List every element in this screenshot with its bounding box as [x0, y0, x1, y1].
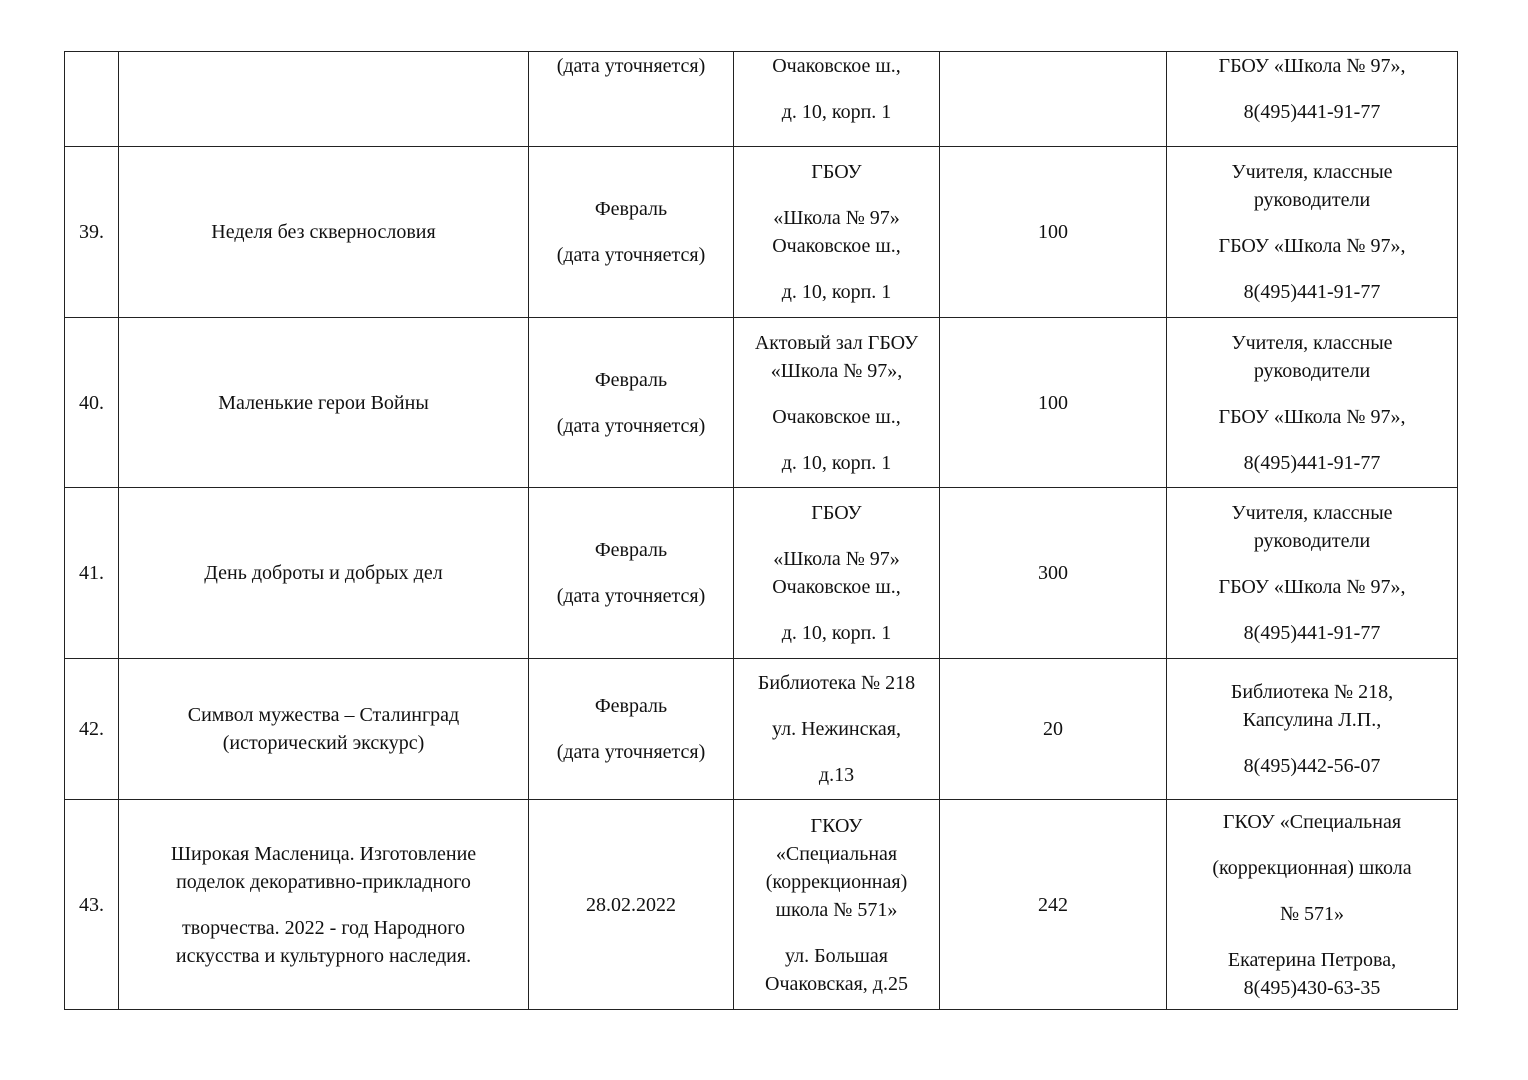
row-number-cell: 40.	[65, 318, 119, 488]
place-text: (коррекционная)	[765, 870, 908, 893]
responsible-cell	[1167, 147, 1458, 318]
place-text: Очаковская, д.25	[765, 972, 908, 995]
place-text: Очаковское ш.,	[772, 405, 901, 428]
count-cell: 300	[940, 488, 1167, 659]
place-cell	[734, 659, 940, 800]
responsible-cell	[1167, 800, 1458, 1010]
responsible-text: Библиотека № 218,	[1230, 681, 1394, 703]
place-cell	[734, 318, 940, 488]
responsible-text: Капсулина Л.П.,	[1242, 709, 1382, 731]
responsible-text: руководители	[1253, 359, 1371, 382]
place-text: ул. Нежинская,	[771, 718, 901, 740]
table-row	[65, 488, 1458, 659]
event-title: поделок декоративно-прикладного	[176, 870, 471, 893]
place-text: школа № 571»	[775, 898, 898, 921]
event-cell	[119, 52, 529, 147]
count-cell: 20	[940, 659, 1167, 800]
place-text: д. 10, корп. 1	[781, 622, 892, 644]
place-text: д. 10, корп. 1	[781, 281, 892, 303]
count-cell: 100	[940, 318, 1167, 488]
place-text: «Специальная	[775, 842, 898, 865]
date-text: (дата уточняется)	[556, 585, 706, 607]
responsible-cell	[1167, 52, 1458, 147]
responsible-text: (коррекционная) школа	[1212, 856, 1412, 879]
date-cell	[529, 147, 734, 318]
place-text: Очаковское ш.,	[772, 235, 901, 257]
date-text: (дата уточняется)	[556, 55, 706, 77]
event-title: Неделя без сквернословия	[211, 221, 436, 243]
date-text: 28.02.2022	[586, 893, 676, 916]
responsible-text: 8(495)441-91-77	[1243, 281, 1381, 303]
date-text: Февраль	[594, 368, 668, 391]
count-cell: 100	[940, 147, 1167, 318]
date-text: Февраль	[594, 695, 668, 717]
responsible-text: 8(495)441-91-77	[1243, 451, 1381, 474]
place-text: д.13	[818, 764, 855, 786]
event-cell	[119, 318, 529, 488]
event-cell	[119, 147, 529, 318]
responsible-text: руководители	[1253, 189, 1371, 211]
place-text: Очаковское ш.,	[772, 576, 901, 598]
responsible-text: руководители	[1253, 530, 1371, 552]
place-text: д. 10, корп. 1	[781, 451, 892, 474]
event-title: творчества. 2022 - год Народного	[182, 916, 465, 939]
responsible-text: Екатерина Петрова,	[1227, 948, 1397, 971]
responsible-text: 8(495)442-56-07	[1243, 755, 1381, 777]
place-cell	[734, 800, 940, 1010]
event-cell	[119, 800, 529, 1010]
place-cell	[734, 147, 940, 318]
place-cell	[734, 52, 940, 147]
date-cell	[529, 800, 734, 1010]
responsible-text: 8(495)441-91-77	[1243, 622, 1381, 644]
responsible-text: № 571»	[1279, 902, 1345, 925]
event-title: Символ мужества – Сталинград	[187, 704, 460, 726]
date-text: Февраль	[594, 539, 668, 561]
responsible-text: ГБОУ «Школа № 97»,	[1218, 235, 1406, 257]
responsible-cell	[1167, 659, 1458, 800]
count-cell: 242	[940, 800, 1167, 1010]
date-text: Февраль	[594, 198, 668, 220]
place-text: д. 10, корп. 1	[781, 101, 892, 123]
table-row	[65, 147, 1458, 318]
table-row	[65, 800, 1458, 1010]
place-text: Библиотека № 218	[757, 672, 916, 694]
event-title: Маленькие герои Войны	[218, 391, 429, 414]
table-row	[65, 318, 1458, 488]
place-text: «Школа № 97»	[773, 548, 900, 570]
responsible-text: Учителя, классные	[1231, 502, 1393, 524]
date-cell	[529, 488, 734, 659]
events-table	[64, 51, 1458, 1010]
responsible-text: 8(495)441-91-77	[1243, 101, 1381, 123]
row-number-cell: 39.	[65, 147, 119, 318]
responsible-text: ГБОУ «Школа № 97»,	[1218, 405, 1406, 428]
row-number-cell: 42.	[65, 659, 119, 800]
place-text: Очаковское ш.,	[772, 55, 901, 77]
responsible-text: ГБОУ «Школа № 97»,	[1218, 576, 1406, 598]
row-number-cell	[65, 52, 119, 147]
responsible-text: 8(495)430-63-35	[1243, 976, 1381, 999]
date-text: (дата уточняется)	[556, 741, 706, 763]
place-cell	[734, 488, 940, 659]
event-title: День доброты и добрых дел	[204, 562, 443, 584]
date-cell	[529, 52, 734, 147]
date-cell	[529, 659, 734, 800]
place-text: ул. Большая	[785, 944, 888, 967]
place-text: ГКОУ	[810, 814, 863, 837]
event-title: искусства и культурного наследия.	[175, 944, 472, 967]
responsible-text: ГКОУ «Специальная	[1222, 810, 1402, 833]
date-cell	[529, 318, 734, 488]
place-text: ГБОУ	[811, 161, 862, 183]
responsible-text: ГБОУ «Школа № 97»,	[1218, 55, 1406, 77]
row-number-cell: 43.	[65, 800, 119, 1010]
table-row	[65, 659, 1458, 800]
count-cell	[940, 52, 1167, 147]
event-title: Широкая Масленица. Изготовление	[170, 842, 477, 865]
table-row	[65, 52, 1458, 147]
event-title: (исторический экскурс)	[222, 732, 425, 754]
place-text: Актовый зал ГБОУ	[754, 331, 919, 354]
date-text: (дата уточняется)	[556, 414, 706, 437]
place-text: ГБОУ	[811, 502, 862, 524]
responsible-text: Учителя, классные	[1231, 161, 1393, 183]
responsible-cell	[1167, 488, 1458, 659]
responsible-text: Учителя, классные	[1231, 331, 1393, 354]
place-text: «Школа № 97»	[773, 207, 900, 229]
place-text: «Школа № 97»,	[770, 359, 903, 382]
responsible-cell	[1167, 318, 1458, 488]
row-number-cell: 41.	[65, 488, 119, 659]
date-text: (дата уточняется)	[556, 244, 706, 266]
event-cell	[119, 659, 529, 800]
event-cell	[119, 488, 529, 659]
